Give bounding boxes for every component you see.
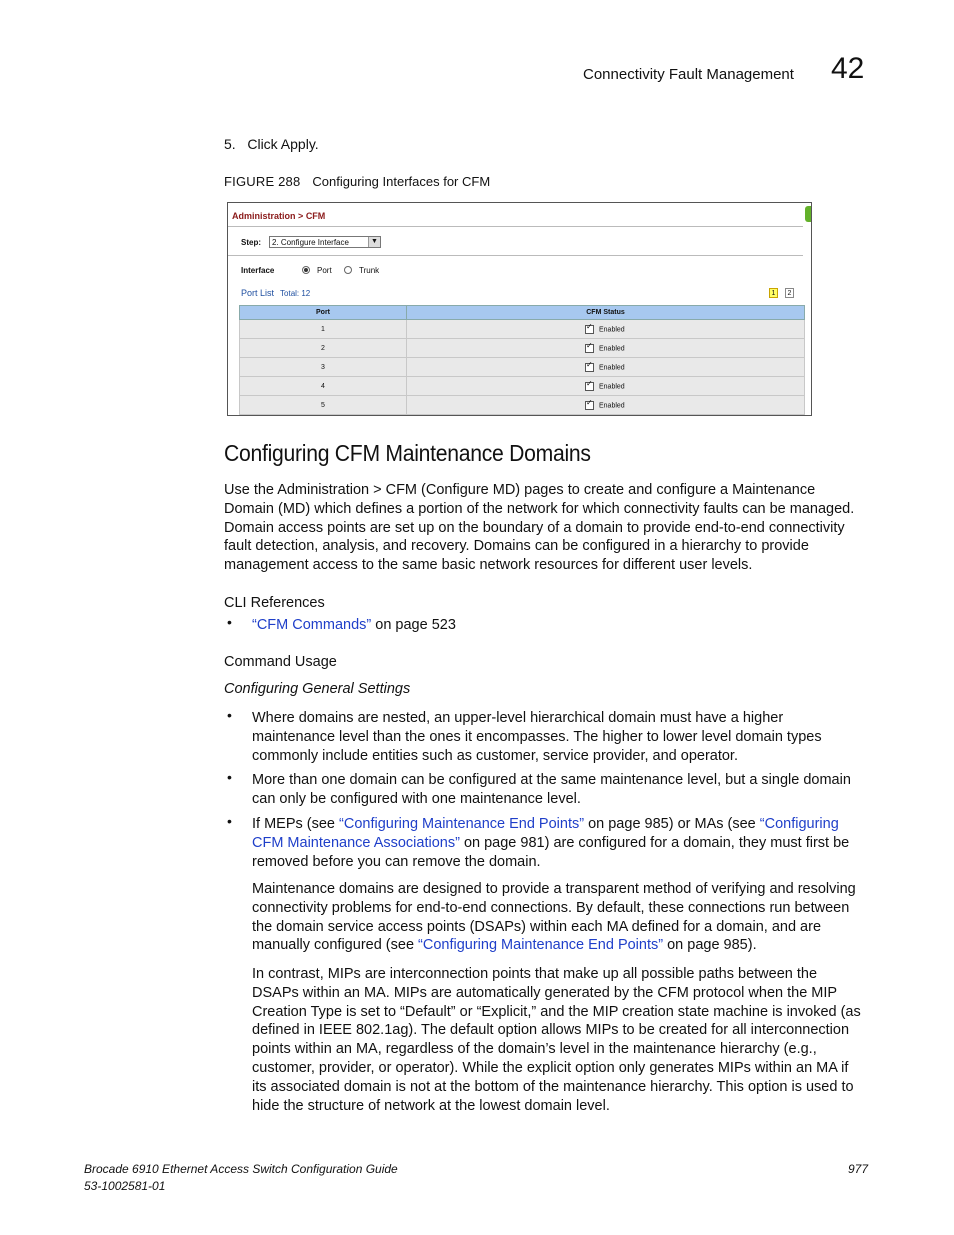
text: on page 981) are configured for a domain, they must first be	[459, 834, 850, 851]
intro-paragraph	[224, 481, 874, 575]
cli-references-heading: CLI References	[224, 595, 325, 611]
step-select-value: 2. Configure Interface	[272, 238, 349, 247]
port-cell: 5	[240, 396, 407, 415]
port-cell: 3	[240, 358, 407, 377]
page-2-button[interactable]: 2	[785, 288, 794, 298]
status-label: Enabled	[599, 325, 625, 333]
col-port: Port	[240, 306, 407, 320]
enabled-checkbox[interactable]	[585, 401, 594, 410]
ma-link-cont[interactable]: CFM Maintenance Associations”	[252, 834, 460, 851]
intro-line: management access to the same basic network resources for different user levels.	[224, 557, 753, 574]
enabled-checkbox[interactable]	[585, 363, 594, 372]
bullet-nested-domains	[252, 709, 872, 765]
port-radio-label: Port	[317, 266, 332, 275]
para-line: In contrast, MIPs are interconnection points that make up all possible paths between the	[252, 966, 818, 982]
port-list-label: Port List	[241, 288, 275, 298]
mep-link[interactable]: “Configuring Maintenance End Points”	[339, 816, 585, 832]
port-cell: 4	[240, 377, 407, 396]
mep-link-2[interactable]: “Configuring Maintenance End Points”	[418, 937, 664, 954]
status-cell	[407, 320, 805, 339]
chevron-down-icon: ▼	[368, 237, 380, 247]
ma-link[interactable]: “Configuring	[759, 816, 839, 832]
command-usage-heading: Command Usage	[224, 654, 337, 670]
status-cell	[407, 339, 805, 358]
para-line: connectivity problems for end-to-end connections. By default, these connections run between	[252, 899, 850, 916]
intro-line: Domain (MD) which defines a portion of the network for which connectivity faults can be managed.	[224, 500, 855, 517]
breadcrumb	[232, 211, 325, 221]
status-cell	[407, 377, 805, 396]
paragraph-maintenance-domains	[252, 880, 872, 955]
step-label: Step:	[241, 238, 261, 247]
bullet-line: can only be configured with one maintenance level.	[252, 790, 581, 807]
bullet-line: removed before you can remove the domain.	[252, 853, 541, 870]
trunk-radio[interactable]	[344, 266, 352, 274]
para-line: customer, provider, or operator). While the explicit option only generates MIPs within an MA if	[252, 1059, 849, 1076]
crumb-separator: >	[298, 211, 304, 221]
bullet-line: Where domains are nested, an upper-level hierarchical domain must have a higher	[252, 710, 784, 726]
bullet-line: maintenance level than the ones it encompasses. The higher to lower level domain types	[252, 728, 822, 745]
general-settings-heading: Configuring General Settings	[224, 681, 411, 697]
para-line: points within an MA, regardless of the domain’s level in the maintenance hierarchy (e.g.,	[252, 1041, 817, 1058]
para-line: DSAPs within an MA. MIPs are automatically generated by the CFM protocol when the MIP	[252, 984, 838, 1001]
table-row	[240, 339, 805, 358]
crumb-cfm[interactable]: CFM	[305, 211, 326, 221]
port-list-heading	[241, 288, 310, 298]
footer-guide-title: Brocade 6910 Ethernet Access Switch Configuration Guide	[84, 1162, 398, 1176]
text: If MEPs (see	[252, 816, 340, 832]
chapter-title: Connectivity Fault Management	[583, 66, 794, 83]
status-label: Enabled	[599, 363, 625, 371]
enabled-checkbox[interactable]	[585, 382, 594, 391]
para-line: its associated domain is not at the bottom of the maintenance hierarchy. This option is used to	[252, 1078, 854, 1095]
bullet-line: More than one domain can be configured at the same maintenance level, but a single domain	[252, 772, 851, 788]
para-line: defined in IEEE 802.1ag). The default option allows MIPs to be created for all interconnection	[252, 1022, 850, 1039]
step-select[interactable]	[269, 236, 381, 248]
cfm-screenshot	[227, 202, 812, 416]
cfm-port-table	[239, 305, 805, 415]
bullet-line: commonly include entities such as customer, service provider, and operator.	[252, 747, 738, 764]
cli-reference-page: on page 523	[371, 617, 456, 633]
figure-caption	[224, 174, 490, 189]
intro-line: Domain access points are set up on the boundary of a domain to provide end-to-end connectivity	[224, 519, 845, 536]
paragraph-mips	[252, 965, 872, 1115]
text: on page 985) or MAs (see	[584, 816, 760, 832]
status-cell	[407, 358, 805, 377]
text: manually configured (see	[252, 937, 419, 954]
port-list-total: Total: 12	[280, 289, 311, 298]
table-row	[240, 358, 805, 377]
divider	[228, 226, 803, 227]
help-button[interactable]	[805, 206, 812, 222]
cli-reference-item	[252, 616, 872, 635]
status-label: Enabled	[599, 401, 625, 409]
enabled-checkbox[interactable]	[585, 325, 594, 334]
intro-line: Use the Administration > CFM (Configure MD) pages to create and configure a Maintenance	[224, 482, 816, 498]
trunk-radio-label: Trunk	[359, 266, 380, 275]
enabled-checkbox[interactable]	[585, 344, 594, 353]
status-label: Enabled	[599, 344, 625, 352]
section-title: Configuring CFM Maintenance Domains	[224, 440, 591, 466]
text: on page 985).	[663, 937, 757, 954]
para-line: Maintenance domains are designed to provide a transparent method of verifying and resolving	[252, 881, 856, 897]
port-cell: 2	[240, 339, 407, 358]
col-cfm-status: CFM Status	[407, 306, 805, 320]
divider	[228, 255, 803, 256]
bullet-dot: •	[227, 813, 232, 829]
bullet-dot: •	[227, 707, 232, 723]
page-1-button[interactable]: 1	[769, 288, 778, 298]
figure-label: FIGURE 288	[224, 174, 301, 189]
para-line: hide the structure of network at the lowest domain level.	[252, 1097, 610, 1114]
bullet-same-level	[252, 771, 872, 809]
table-row	[240, 377, 805, 396]
port-radio[interactable]	[302, 266, 310, 274]
port-cell: 1	[240, 320, 407, 339]
bullet-dot: •	[227, 614, 232, 630]
crumb-administration[interactable]: Administration	[232, 211, 296, 221]
table-row	[240, 320, 805, 339]
cfm-commands-link[interactable]: “CFM Commands”	[252, 617, 372, 633]
intro-line: fault detection, analysis, and recovery. Domains can be configured in a hierarchy to provide	[224, 538, 809, 555]
bullet-dot: •	[227, 769, 232, 785]
footer-doc-number: 53-1002581-01	[84, 1179, 166, 1193]
step-5: 5. Click Apply.	[224, 136, 319, 152]
status-cell	[407, 396, 805, 415]
para-line: Creation Type is set to “Default” or “Explicit,” and the MIP creation state machine is invoked (as	[252, 1003, 861, 1020]
bullet-meps-mas	[252, 815, 872, 871]
para-line: the domain service access points (DSAPs) within each MA defined for a domain, and are	[252, 918, 822, 935]
figure-title: Configuring Interfaces for CFM	[312, 174, 491, 189]
chapter-number: 42	[831, 52, 865, 85]
footer-page-number: 977	[848, 1162, 869, 1176]
table-row	[240, 396, 805, 415]
interface-label: Interface	[241, 266, 275, 275]
status-label: Enabled	[599, 382, 625, 390]
